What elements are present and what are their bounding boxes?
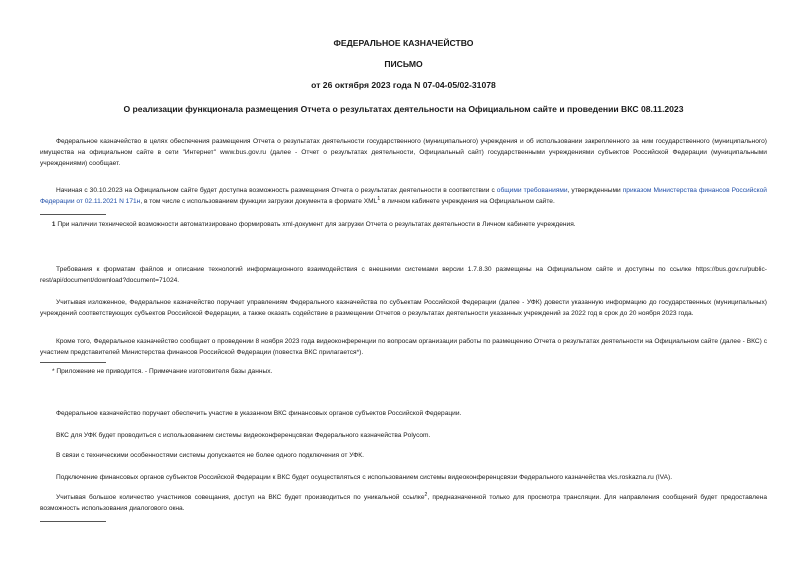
paragraph-2-text-c: , в том числе с использованием функции загрузки документа в формате XML (140, 198, 378, 205)
paragraph-1: Федеральное казначейство в целях обеспечения размещения Отчета о результатах деятельности государственного (муниципального) учреждения и об использовании закрепленного за ним государственного (муниципального) имущества на официальном сайте в сети "Интернет" www.bus.gov.ru (далее - Отчет о результатах деятельности, Официальный сайт) государственными учреждениями субъектов Российской Федерации (муниципальными учреждениями) сообщает. (40, 138, 767, 167)
footnote-divider-1 (40, 214, 106, 215)
paragraph-8: В связи с техническими особенностями системы допускается не более одного подключения от УФК. (56, 452, 364, 459)
doc-subject: О реализации функционала размещения Отчета о результатах деятельности на Официальном сайте и проведении ВКС 08.11.2023 (123, 104, 684, 114)
footnote-ref-2[interactable]: 2 (424, 491, 428, 498)
paragraph-10 (40, 492, 767, 514)
footnote-2: * Приложение не приводится. - Примечание изготовителя базы данных. (52, 368, 273, 375)
footnote-1-mark: 1 (52, 222, 56, 228)
link-general-requirements[interactable]: общими требованиями (496, 187, 568, 194)
paragraph-2-text-b: , утвержденными (567, 187, 623, 194)
paragraph-2-text-d: в личном кабинете учреждения на Официальном сайте. (380, 198, 555, 205)
paragraph-10-text-b: , предназначенной только для просмотра трансляции. Для направления сообщений будет предоставлена возможность использования диалогового окна. (40, 494, 767, 512)
doc-date-number: от 26 октября 2023 года N 07-04-05/02-31078 (311, 80, 496, 90)
footnote-divider-3 (40, 521, 106, 522)
footnote-divider-2 (40, 362, 106, 363)
paragraph-6: Федеральное казначейство поручает обеспечить участие в указанном ВКС финансовых органов субъектов Российской Федерации. (56, 410, 462, 417)
paragraph-5: Кроме того, Федеральное казначейство сообщает о проведении 8 ноября 2023 года видеоконференции по вопросам организации работы по размещению Отчета о результатах деятельности на Официальном сайте (далее - ВКС) с участием представителей Министерства финансов Российской Федерации (повестка ВКС прилагается*). (40, 338, 767, 356)
paragraph-10-text-a: Учитывая большое количество участников совещания, доступ на ВКС будет производиться по уникальной ссылке (56, 494, 425, 501)
paragraph-2 (40, 185, 767, 207)
paragraph-2-text-a: Начиная с 30.10.2023 на Официальном сайте будет доступна возможность размещения Отчета о результатах деятельности в соответствии с (56, 187, 497, 194)
paragraph-3: Требования к форматам файлов и описание технологий информационного взаимодействия с внешними системами версии 1.7.8.30 размещены на Официальном сайте и доступны по ссылке https://bus.gov.ru/public-rest/api/document/download?document=71024. (40, 266, 767, 284)
org-title: ФЕДЕРАЛЬНОЕ КАЗНАЧЕЙСТВО (333, 38, 474, 48)
link-minfin-order[interactable]: приказом Министерства финансов Российской Федерации от 02.11.2021 N 171н (40, 187, 767, 205)
paragraph-7: ВКС для УФК будет проводиться с использованием системы видеоконференцсвязи Федерального казначейства Polycom. (56, 432, 431, 439)
footnote-ref-1[interactable]: 1 (377, 195, 381, 202)
paragraph-4: Учитывая изложенное, Федеральное казначейство поручает управлениям Федерального казначейства по субъектам Российской Федерации (далее - УФК) довести указанную информацию до государственных (муниципальных) учреждений соответствующих субъектов Российской Федерации, а также оказать содействие в размещении Отчетов о результатах деятельности указанных учреждений за 2022 год в срок до 20 ноября 2023 года. (40, 299, 767, 317)
footnote-1 (52, 220, 767, 230)
paragraph-9: Подключение финансовых органов субъектов Российской Федерации к ВКС будет осуществляться с использованием системы видеоконференцсвязи Федерального казначейства vks.roskazna.ru (IVA). (56, 474, 673, 481)
footnote-1-text: При наличии технической возможности автоматизировано формировать xml-документ для загрузки Отчета о результатах деятельности в Личном кабинете учреждения. (57, 221, 576, 228)
doc-type: ПИСЬМО (384, 59, 423, 69)
